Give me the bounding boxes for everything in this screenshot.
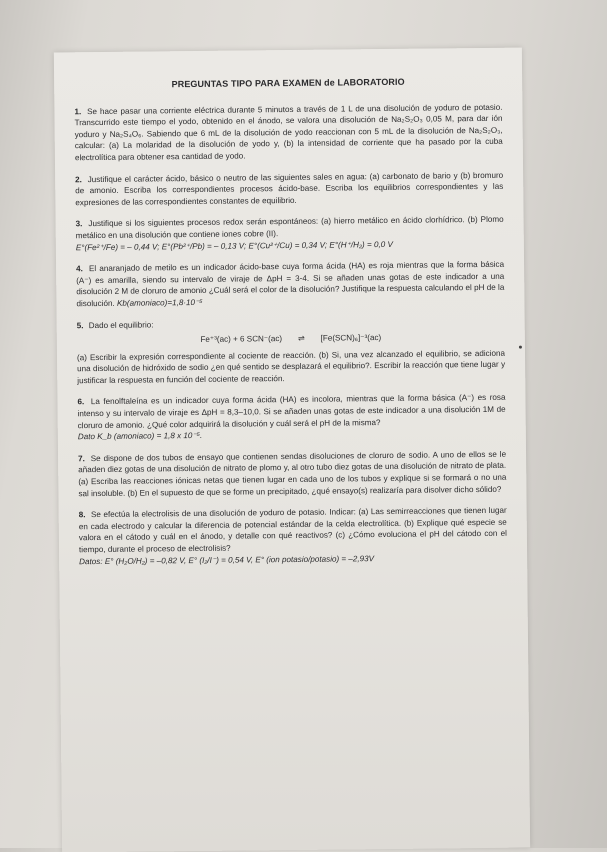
question-number: 5. <box>76 320 84 330</box>
question-number: 8. <box>78 510 86 520</box>
question-text: Justifique el carácter ácido, básico o neutro de las siguientes sales en agua: (a) carbonato de bario y (b) bromuro de amonio. Escriba los correspondientes procesos ácido-base. Escriba los equilibrios correspondientes y las expresiones de las correspondientes constantes de equilibrio. <box>75 170 504 208</box>
question-3 <box>76 214 504 253</box>
question-number: 7. <box>78 454 85 464</box>
question-intro: Dado el equilibrio: <box>88 319 154 330</box>
question-number: 6. <box>77 397 85 407</box>
question-text: El anaranjado de metilo es un indicador ácido-base cuya forma ácida (HA) es roja mientras que la forma básica (A⁻) es amarilla, siendo su intervalo de viraje de ΔpH = 3-4. Si se añaden unas gotas de este indicador a una disolución 2 M de cloruro de amonio ¿Cuál será el color de la disolución? Justifique la respuesta calculando el pH de la disolución. <box>76 259 505 309</box>
paper-sheet <box>54 48 530 852</box>
question-4 <box>76 259 504 310</box>
question-8 <box>79 505 508 567</box>
question-5 <box>77 315 506 386</box>
question-text: (a) Escribir la expresión correspondiente al cociente de reacción. (b) Si, una vez alcanzado el equilibrio, se adiciona una disolución de hidróxido de sodio ¿en qué sentido se desplazará el equilibrio?. Escribir la reacción que tiene lugar y justificar la respuesta en función del cociente de reacción. <box>76 348 506 386</box>
equation-left: Fe⁺³(ac) + 6 SCN⁻(ac) <box>200 334 283 345</box>
question-6 <box>77 392 505 443</box>
question-data: Dato K_b (amoniaco) = 1,8 x 10⁻⁵. <box>77 431 203 442</box>
question-text: La fenolftaleína es un indicador cuya forma ácida (HA) es incolora, mientras que la forma básica (A⁻) es rosa intenso y su intervalo de viraje es ΔpH = 8,3–10,0. Si se añaden unas gotas de este indicador a una disolución 1M de cloruro de amonio. ¿Qué color adquirirá la disolución y cuál será el pH de la misma? <box>77 393 506 430</box>
question-7 <box>78 449 506 500</box>
document-body <box>74 76 507 578</box>
question-number: 3. <box>75 219 83 229</box>
equilibrium-arrows-icon: ⇌ <box>297 333 305 344</box>
question-number: 2. <box>75 174 82 184</box>
question-text: Se efectúa la electrolisis de una disolución de yoduro de potasio. Indicar: (a) Las semirreacciones que tienen lugar en cada electrodo y calcular la diferencia de potencial estándar de la celda electrolítica. (b) Explique qué especie se valora en el cátodo y cuál en el ánodo, y detalle con qué reactivos? (c) ¿Cómo evoluciona el pH del cátodo con el tiempo, durante el proceso de electrolisis? <box>78 505 507 555</box>
equilibrium-equation <box>77 331 505 347</box>
question-data: Datos: E° (H₂O/H₂) = –0,82 V, E° (I₂/I⁻) = 0,54 V, E° (ion potasio/potasio) = –2,93V <box>79 553 375 566</box>
question-data: Kb(amoniaco)=1,8·10⁻⁵ <box>116 297 203 308</box>
question-number: 1. <box>74 106 82 116</box>
page-title: PREGUNTAS TIPO PARA EXAMEN de LABORATORIO <box>171 76 405 90</box>
ink-dot <box>519 346 522 349</box>
question-text: Se hace pasar una corriente eléctrica durante 5 minutos a través de 1 L de una disolución de yoduro de potasio. Transcurrido este tiempo el yodo, obtenido en el ánodo, se valora una disolución de Na₂S₂O₃ 0,05 M, para dar ión yoduro y Na₂S₄O₆. Sabiendo que 6 mL de la disolución de yodo reaccionan con 5 mL de la disolución de Na₂S₂O₃, calcular: (a) La molaridad de la disolución de yodo y, (b) la intensidad de corriente que ha pasado por la cuba electrolítica para obtener esa cantidad de yodo. <box>74 102 503 163</box>
question-text: Se dispone de dos tubos de ensayo que contienen sendas disoluciones de cloruro de sodio. A uno de ellos se le añaden diez gotas de una disolución de nitrato de plomo y, al otro tubo diez gotas de una disolución de nitrato de plata. (a) Escriba las reacciones iónicas netas que tienen lugar en cada uno de los tubos y explique si se formará o no una sal insoluble. (b) En el supuesto de que se forme un precipitado, ¿qué ensayo(s) realizaría para disolver dicho sólido? <box>78 449 507 498</box>
equation-right: [Fe(SCN)₆]⁻³(ac) <box>320 333 382 343</box>
question-text: Justifique si los siguientes procesos redox serán espontáneos: (a) hierro metálico en ácido clorhídrico. (b) Plomo metálico en una disolución que contiene iones cobre (II). <box>75 215 504 241</box>
question-1 <box>74 101 503 163</box>
question-2 <box>75 169 503 208</box>
question-number: 4. <box>76 264 83 274</box>
question-data: E°(Fe²⁺/Fe) = – 0,44 V; E°(Pb²⁺/Pb) = – 0,13 V; E°(Cu²⁺/Cu) = 0,34 V; E°(H⁺/H₂) = 0,0 V <box>75 239 393 252</box>
